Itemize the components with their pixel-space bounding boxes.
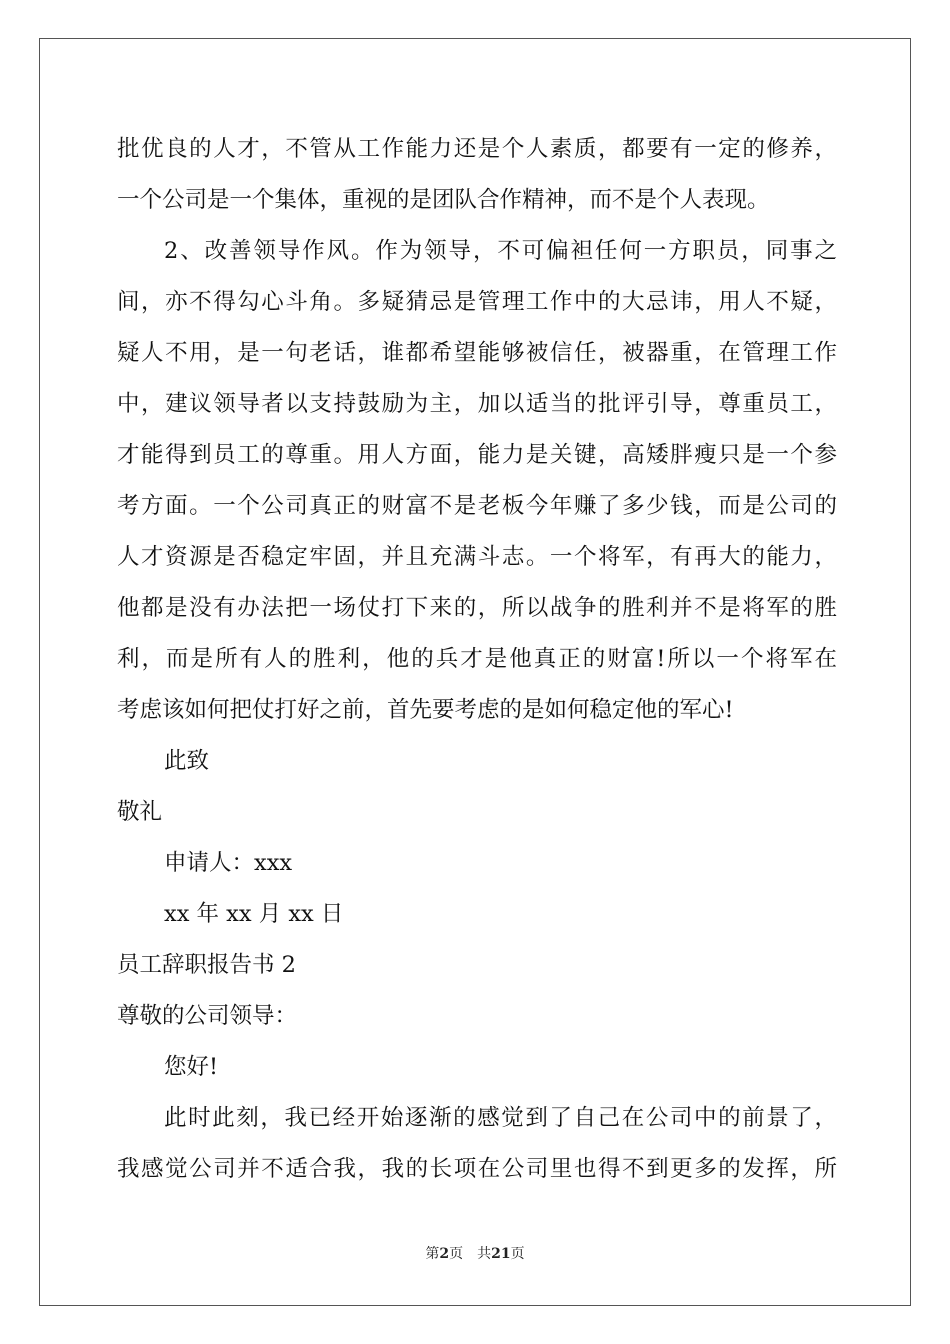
paragraph-line: 疑人不用，是一句老话，谁都希望能够被信任，被器重，在管理工作 bbox=[117, 340, 837, 366]
section-title: 员工辞职报告书 2 bbox=[117, 952, 296, 978]
page-prefix: 第 bbox=[425, 1246, 440, 1262]
letter-salutation: 尊敬的公司领导： bbox=[117, 1003, 298, 1029]
paragraph-line: 才能得到员工的尊重。用人方面，能力是关键，高矮胖瘦只是一个参 bbox=[117, 442, 837, 468]
current-page-number: 2 bbox=[439, 1246, 450, 1262]
total-prefix: 共 bbox=[477, 1246, 492, 1262]
paragraph-line: 2、改善领导作风。作为领导，不可偏袒任何一方职员，同事之 bbox=[164, 238, 837, 264]
paragraph-line: 间，亦不得勾心斗角。多疑猜忌是管理工作中的大忌讳，用人不疑， bbox=[117, 289, 837, 315]
page-unit: 页 bbox=[449, 1246, 464, 1262]
applicant-signature: 申请人：xxx bbox=[164, 850, 293, 876]
paragraph-line: 他都是没有办法把一场仗打下来的，所以战争的胜利并不是将军的胜 bbox=[117, 595, 837, 621]
paragraph-line: 我感觉公司并不适合我，我的长项在公司里也得不到更多的发挥，所 bbox=[117, 1156, 837, 1182]
closing-salutation: 此致 bbox=[164, 748, 210, 774]
document-body bbox=[117, 124, 837, 1195]
paragraph-line: 中，建议领导者以支持鼓励为主，加以适当的批评引导，尊重员工， bbox=[117, 391, 837, 417]
signature-date: xx 年 xx 月 xx 日 bbox=[164, 901, 344, 927]
paragraph-line: 人才资源是否稳定牢固，并且充满斗志。一个将军，有再大的能力， bbox=[117, 544, 837, 570]
total-unit: 页 bbox=[510, 1246, 525, 1262]
paragraph-line: 一个公司是一个集体，重视的是团队合作精神，而不是个人表现。 bbox=[117, 187, 770, 213]
page-footer bbox=[0, 1244, 950, 1264]
paragraph-line: 考方面。一个公司真正的财富不是老板今年赚了多少钱，而是公司的 bbox=[117, 493, 837, 519]
letter-greeting: 您好! bbox=[164, 1054, 219, 1080]
total-page-count: 21 bbox=[491, 1246, 511, 1262]
closing-regards: 敬礼 bbox=[117, 799, 163, 825]
paragraph-line: 此时此刻，我已经开始逐渐的感觉到了自己在公司中的前景了， bbox=[164, 1105, 837, 1131]
paragraph-line: 考虑该如何把仗打好之前，首先要考虑的是如何稳定他的军心! bbox=[117, 697, 734, 723]
paragraph-line: 利，而是所有人的胜利，他的兵才是他真正的财富!所以一个将军在 bbox=[117, 646, 837, 672]
paragraph-line: 批优良的人才，不管从工作能力还是个人素质，都要有一定的修养， bbox=[117, 136, 837, 162]
